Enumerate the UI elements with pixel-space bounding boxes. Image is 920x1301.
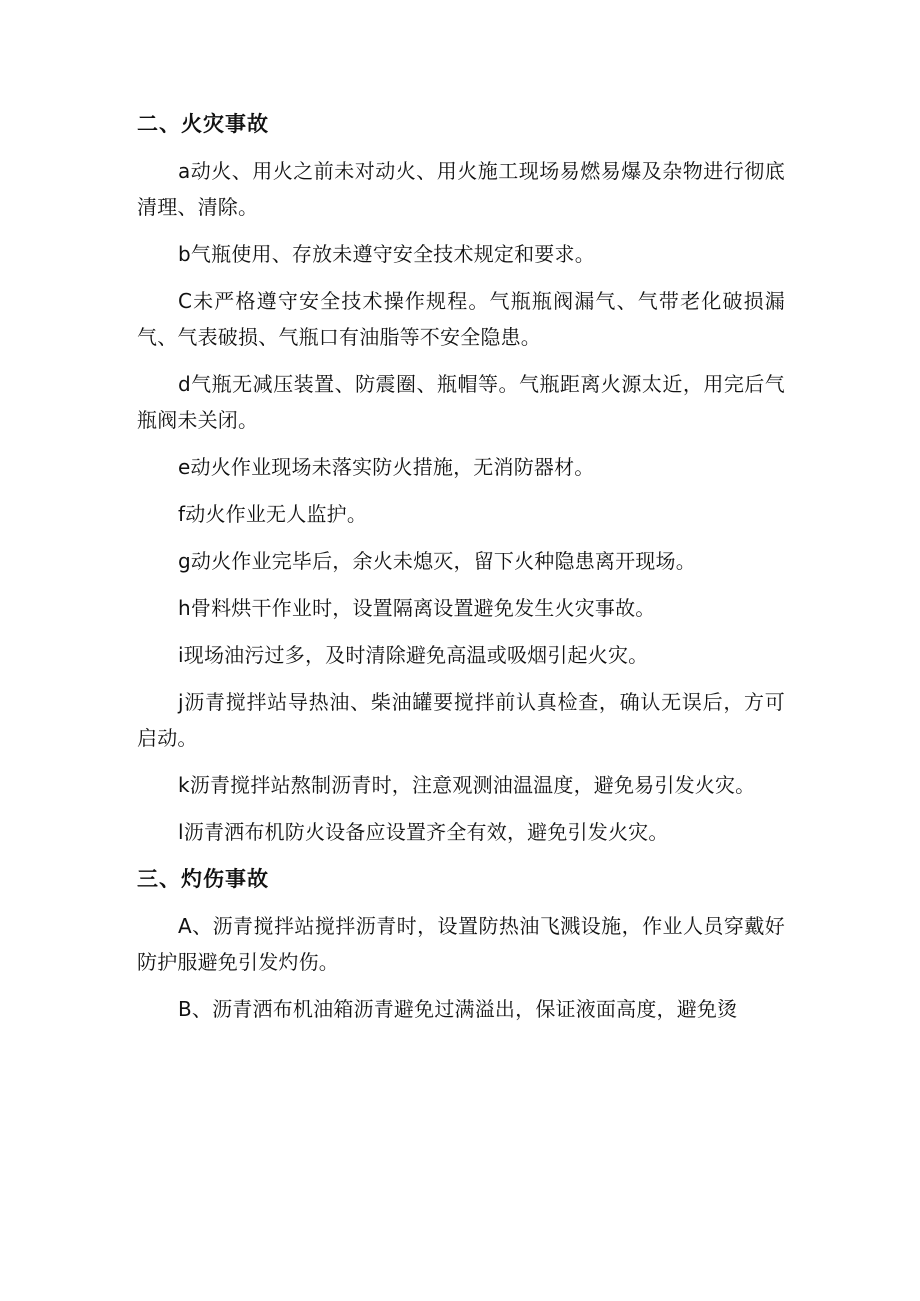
paragraph-fire-a: a动火、用火之前未对动火、用火施工现场易燃易爆及杂物进行彻底清理、清除。: [137, 159, 785, 219]
paragraph-fire-c: C未严格遵守安全技术操作规程。气瓶瓶阀漏气、气带老化破损漏气、气表破损、气瓶口有油脂等不安全隐患。: [137, 289, 785, 349]
paragraph-fire-f: f动火作业无人监护。: [178, 502, 368, 526]
paragraph-fire-i: i现场油污过多，及时清除避免高温或吸烟引起火灾。: [178, 643, 649, 667]
paragraph-fire-h: h骨料烘干作业时，设置隔离设置避免发生火灾事故。: [178, 596, 656, 620]
paragraph-fire-l: l沥青洒布机防火设备应设置齐全有效，避免引发火灾。: [178, 820, 669, 844]
section-heading-fire-accident: 二、火灾事故: [137, 112, 269, 136]
paragraph-burn-b: B、沥青洒布机油箱沥青避免过满溢出，保证液面高度，避免烫: [178, 997, 738, 1021]
paragraph-fire-b: b气瓶使用、存放未遵守安全技术规定和要求。: [178, 242, 595, 266]
paragraph-burn-a: A、沥青搅拌站搅拌沥青时，设置防热油飞溅设施，作业人员穿戴好防护服避免引发灼伤。: [137, 914, 785, 974]
paragraph-fire-j: j沥青搅拌站导热油、柴油罐要搅拌前认真检查，确认无误后，方可启动。: [137, 690, 785, 750]
paragraph-fire-e: e动火作业现场未落实防火措施，无消防器材。: [178, 455, 595, 479]
document-body: [137, 106, 785, 1038]
paragraph-fire-d: d气瓶无减压装置、防震圈、瓶帽等。气瓶距离火源太近，用完后气瓶阀未关闭。: [137, 372, 785, 432]
paragraph-fire-g: g动火作业完毕后，余火未熄灭，留下火种隐患离开现场。: [178, 549, 696, 573]
paragraph-fire-k: k沥青搅拌站熬制沥青时，注意观测油温温度，避免易引发火灾。: [178, 773, 756, 797]
section-heading-burn-accident: 三、灼伤事故: [137, 867, 269, 891]
